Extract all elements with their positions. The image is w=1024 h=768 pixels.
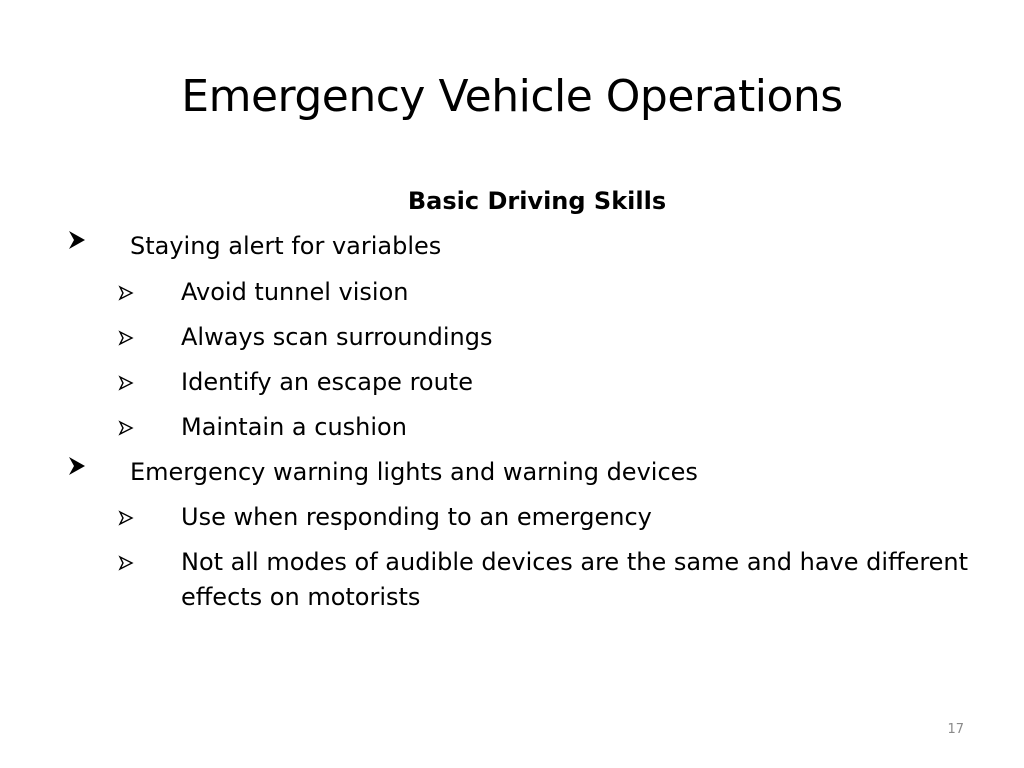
arrow-bullet-icon: [118, 275, 136, 309]
bullet-item-label: Not all modes of audible devices are the same and have different effects on motorists: [181, 548, 969, 611]
arrow-bullet-icon: [118, 410, 136, 444]
slide-subtitle: Basic Driving Skills: [407, 187, 667, 215]
bullet-item-level1: [130, 455, 698, 490]
slide-title: Emergency Vehicle Operations: [181, 71, 843, 122]
arrow-bullet-icon: [118, 365, 136, 399]
bullet-item-label: Staying alert for variables: [130, 232, 442, 260]
bullet-item-label: Identify an escape route: [181, 368, 473, 396]
bullet-item-label: Use when responding to an emergency: [181, 503, 652, 531]
bullet-item-level2: [181, 275, 408, 310]
arrow-bullet-icon: [118, 320, 136, 354]
bullet-item-level2: [181, 320, 492, 355]
arrow-bullet-icon: [118, 500, 136, 534]
bullet-item-label: Always scan surroundings: [181, 323, 493, 351]
arrow-bullet-icon: [67, 229, 89, 251]
bullet-item-label: Avoid tunnel vision: [181, 278, 409, 306]
bullet-item-level2: [181, 500, 652, 535]
page-number: 17: [947, 722, 964, 737]
bullet-item-level1: [130, 229, 441, 264]
bullet-item-level2: [181, 365, 473, 400]
bullet-item-level2: [181, 545, 971, 615]
bullet-item-label: Emergency warning lights and warning devices: [130, 458, 698, 486]
bullet-item-level2: [181, 410, 407, 445]
arrow-bullet-icon: [67, 455, 89, 477]
bullet-item-label: Maintain a cushion: [181, 413, 407, 441]
arrow-bullet-icon: [118, 545, 136, 579]
